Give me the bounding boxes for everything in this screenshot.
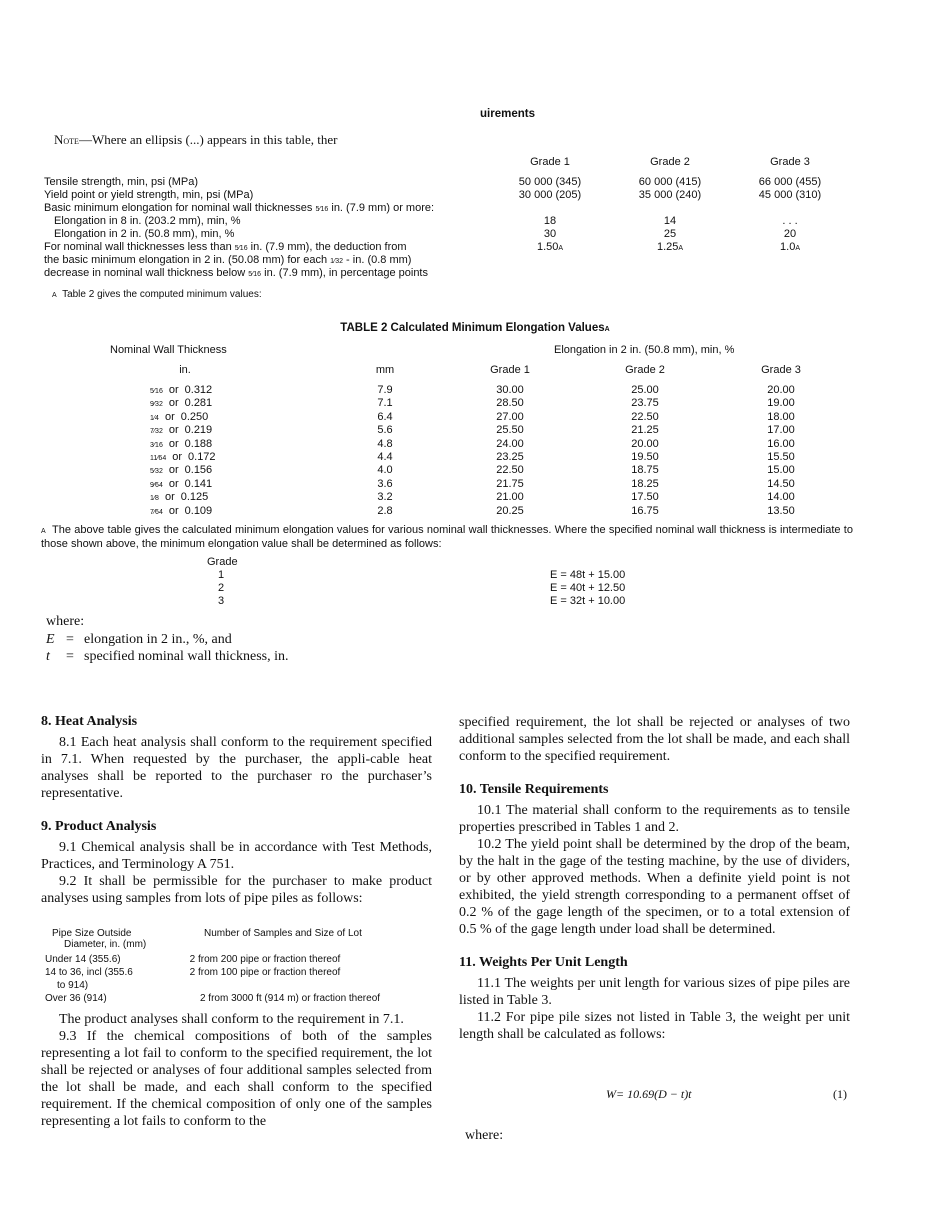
table1-cell: 30 — [543, 228, 557, 240]
table2-cell-g2: 17.50 — [631, 491, 659, 504]
table2-header-in: in. — [179, 364, 191, 376]
table2-fraction: 1⁄4 — [150, 414, 159, 422]
table1-row-label: Basic minimum elongation for nominal wall thicknesses 5⁄16 in. (7.9 mm) or more: — [44, 202, 435, 214]
table2-inch-value: 0.281 — [184, 397, 213, 410]
table2-cell-g3: 14.00 — [767, 491, 795, 504]
table2-inch-value: 0.188 — [184, 437, 213, 450]
left-column-lower — [41, 1011, 432, 1130]
table1-cell: 35 000 (240) — [638, 189, 702, 201]
table2-cell-mm: 4.0 — [377, 464, 393, 477]
table2-fraction: 5⁄32 — [150, 468, 163, 476]
section-11-heading: 11. Weights Per Unit Length — [459, 955, 628, 970]
table2-fraction: 5⁄16 — [150, 388, 163, 395]
table2-cell-g3: 16.00 — [767, 437, 795, 450]
table2-cell-g2: 21.25 — [631, 424, 659, 437]
table2-cell-in — [150, 384, 212, 398]
pt-header-samples: Number of Samples and Size of Lot — [204, 928, 362, 939]
table1-title: uirements — [480, 108, 535, 120]
table2-cell-mm: 7.9 — [377, 384, 393, 396]
table2-or: or — [168, 464, 179, 477]
table2-or: or — [172, 451, 183, 463]
right-where-label: where: — [465, 1128, 504, 1143]
section-8-heading: 8. Heat Analysis — [41, 714, 138, 729]
table2-inch-value: 0.219 — [184, 424, 213, 437]
para-11-1: 11.1 The weights per unit length for various sizes of pipe piles are listed in Table 3. — [459, 976, 850, 1008]
table2-cell-g3: 18.00 — [767, 410, 795, 423]
def-equals: = — [66, 649, 74, 664]
table2-cell-in — [150, 424, 212, 438]
table2-cell-mm: 7.1 — [377, 397, 393, 410]
table2-inch-value: 0.312 — [184, 384, 213, 396]
pt-samples: 2 from 200 pipe or fraction thereof — [189, 954, 341, 965]
formula-grade: 2 — [218, 582, 225, 594]
table2-cell-mm: 5.6 — [377, 424, 393, 437]
table2-or: or — [168, 384, 179, 396]
table2-inch-value: 0.125 — [180, 491, 209, 504]
formula-equation: E = 40t + 12.50 — [550, 582, 626, 594]
table1-row-label: Yield point or yield strength, min, psi (MPa) — [44, 189, 254, 201]
def-symbol: t — [46, 649, 50, 664]
section-10-heading: 10. Tensile Requirements — [459, 782, 609, 797]
table1-footnote: A Table 2 gives the computed minimum values: — [52, 289, 262, 300]
formula-grade: 1 — [218, 569, 225, 581]
para-9-3-cont: specified requirement, the lot shall be rejected or analyses of two additional samples selected from the lot shall be made, and each shall conform to the specified requirement. — [459, 715, 850, 764]
table1-note: NOTE—Where an ellipsis (...) appears in this table, ther — [54, 132, 338, 147]
table2-cell-g1: 30.00 — [496, 384, 524, 396]
formula-equation: E = 48t + 15.00 — [550, 569, 626, 581]
def-text: elongation in 2 in., %, and — [84, 632, 232, 647]
formula-equation: E = 32t + 10.00 — [550, 595, 626, 607]
table2-group-left: Nominal Wall Thickness — [110, 344, 227, 356]
table2-cell-mm: 6.4 — [377, 410, 393, 423]
table2-inch-value: 0.141 — [184, 477, 213, 490]
table2-cell-g3: 15.50 — [767, 451, 795, 463]
table2-cell-g1: 22.50 — [496, 464, 524, 477]
table2-cell-g2: 22.50 — [631, 410, 659, 423]
table2-or: or — [168, 504, 179, 517]
table1-cell: 1.50A — [536, 241, 564, 253]
table1-cell: 45 000 (310) — [758, 189, 822, 201]
table2-fraction: 1⁄8 — [150, 495, 159, 503]
table1-row-label: Elongation in 2 in. (50.8 mm), min, % — [54, 228, 235, 240]
left-column — [41, 714, 432, 907]
table2-cell-g3: 17.00 — [767, 424, 795, 437]
pt-header-size: Pipe Size Outside Diameter, in. (mm) — [52, 928, 147, 950]
pt-samples: 2 from 3000 ft (914 m) or fraction thereof — [199, 993, 381, 1004]
pt-size-cont: to 914) — [57, 980, 89, 991]
where-label: where: — [46, 614, 85, 629]
table2-cell-g1: 27.00 — [496, 410, 524, 423]
table2-fraction: 7⁄32 — [150, 428, 163, 436]
def-equals: = — [66, 632, 74, 647]
table2-header-grade1: Grade 1 — [490, 364, 530, 376]
para-10-2: 10.2 The yield point shall be determined by the drop of the beam, by the halt in the gage of the testing machine, by the use of dividers, or by other approved methods. When a definite yield point is not exhibited, the yield strength corresponding to a permanent offset of 0.2 % of the gage length of the specimen, or to a total extension of 0.5 % of the gage length under load shall be determined. — [459, 837, 850, 937]
table2-cell-g1: 23.25 — [496, 451, 524, 463]
formula-grade: 3 — [218, 595, 225, 607]
para-9-1: 9.1 Chemical analysis shall be in accordance with Test Methods, Practices, and Terminology A 751. — [41, 840, 432, 872]
table2-cell-g3: 13.50 — [767, 504, 795, 517]
para-8-1: 8.1 Each heat analysis shall conform to the requirement specified in 7.1. When requested by the purchaser, the appli-cable heat analyses shall be reported to the purchaser ro the purchaser’s representative. — [41, 735, 432, 801]
table1-cell: 18 — [543, 215, 557, 227]
table2-cell-g1: 21.00 — [496, 491, 524, 504]
pt-size: 14 to 36, incl (355.6 — [45, 967, 133, 978]
table2-cell-g3: 20.00 — [767, 384, 795, 396]
table1-cell: 1.25A — [656, 241, 684, 253]
table2-title: TABLE 2 Calculated Minimum Elongation ValuesA — [340, 322, 610, 334]
table2-cell-mm: 3.2 — [377, 491, 393, 504]
section-9-heading: 9. Product Analysis — [41, 819, 157, 834]
table2-or: or — [168, 477, 179, 490]
def-symbol: E — [46, 632, 55, 647]
table2-cell-in — [150, 491, 208, 505]
table1-row-label: Tensile strength, min, psi (MPa) — [44, 176, 199, 188]
equation-number: (1) — [833, 1087, 847, 1101]
table2-cell-g2: 18.25 — [631, 477, 659, 490]
para-9-3: 9.3 If the chemical compositions of both of the samples representing a lot fail to conform to the specified requirement, the lot shall be rejected or analyses of four additional samples selected from the lot shall be made, and each shall conform to the specified requirement. If the chemical composition of only one of the samples representing a lot fails to conform to the — [41, 1029, 432, 1129]
table2-cell-g1: 21.75 — [496, 477, 524, 490]
table2-cell-mm: 2.8 — [377, 504, 393, 517]
table2-cell-g2: 23.75 — [631, 397, 659, 410]
table1-cell: 14 — [663, 215, 677, 227]
table2-cell-g1: 28.50 — [496, 397, 524, 410]
table1-header-grade3: Grade 3 — [770, 156, 810, 168]
table2-cell-in — [150, 438, 212, 452]
table2-inch-value: 0.172 — [188, 451, 216, 463]
table1-header-grade2: Grade 2 — [650, 156, 690, 168]
table2-fraction: 9⁄32 — [150, 401, 163, 409]
table1-cell: 30 000 (205) — [518, 189, 582, 201]
table2-or: or — [168, 437, 179, 450]
para-11-2: 11.2 For pipe pile sizes not listed in Table 3, the weight per unit length shall be calculated as follows: — [459, 1010, 850, 1042]
table2-cell-g3: 15.00 — [767, 464, 795, 477]
equation-1: W= 10.69(D − t)t — [606, 1087, 692, 1101]
right-column — [459, 714, 850, 1043]
pt-samples: 2 from 100 pipe or fraction thereof — [189, 967, 341, 978]
table2-inch-value: 0.109 — [184, 504, 213, 517]
pt-size: Under 14 (355.6) — [45, 954, 121, 965]
table1-cell: . . . — [782, 215, 798, 227]
table2-header-grade2: Grade 2 — [625, 364, 665, 376]
table2-cell-g3: 14.50 — [767, 477, 795, 490]
table2-header-grade3: Grade 3 — [761, 364, 801, 376]
pt-size: Over 36 (914) — [45, 993, 107, 1004]
table2-header-mm: mm — [375, 364, 395, 376]
table2-cell-g2: 25.00 — [631, 384, 659, 396]
table2-cell-g2: 20.00 — [631, 437, 659, 450]
table2-cell-g2: 16.75 — [631, 504, 659, 517]
table2-cell-in — [150, 478, 212, 492]
table2-or: or — [164, 410, 175, 423]
table1-cell: 25 — [663, 228, 677, 240]
table1-header-grade1: Grade 1 — [530, 156, 570, 168]
formula-grade-header: Grade — [207, 556, 238, 568]
table1-cell: 20 — [783, 228, 797, 240]
table2-cell-in — [150, 411, 208, 425]
table2-inch-value: 0.156 — [184, 464, 213, 477]
table2-cell-mm: 4.4 — [377, 451, 393, 463]
para-10-1: 10.1 The material shall conform to the requirements as to tensile properties prescribed in Tables 1 and 2. — [459, 803, 850, 835]
table2-cell-g1: 25.50 — [496, 424, 524, 437]
table2-cell-in — [150, 464, 212, 478]
table2-cell-in — [150, 505, 212, 519]
table2-fraction: 9⁄64 — [150, 481, 163, 489]
table2-or: or — [168, 397, 179, 410]
table2-cell-g2: 19.50 — [631, 451, 659, 463]
table2-cell-in — [150, 397, 212, 411]
para-9-2: 9.2 It shall be permissible for the purchaser to make product analyses using samples from lots of pipe piles as follows: — [41, 874, 432, 906]
table2-cell-g2: 18.75 — [631, 464, 659, 477]
para-9-2-cont: The product analyses shall conform to the requirement in 7.1. — [59, 1012, 404, 1027]
table2-footnote: A The above table gives the calculated minimum elongation values for various nominal wall thicknesses. Where the specified nominal wall thickness is intermediate to those shown above, the minimum elongation value shall be determined as follows: — [41, 524, 853, 550]
table2-group-right: Elongation in 2 in. (50.8 mm), min, % — [554, 344, 735, 356]
def-text: specified nominal wall thickness, in. — [84, 649, 289, 664]
table2-fraction: 7⁄64 — [150, 508, 163, 516]
table2-fraction: 3⁄16 — [150, 441, 163, 449]
table1-row-label: decrease in nominal wall thickness below 5⁄16 in. (7.9 mm), in percentage points — [44, 267, 428, 279]
table1-row-label: For nominal wall thicknesses less than 5⁄16 in. (7.9 mm), the deduction from — [44, 241, 407, 253]
table2-cell-g3: 19.00 — [767, 397, 795, 410]
table1-cell: 50 000 (345) — [518, 176, 582, 188]
table2-inch-value: 0.250 — [180, 410, 209, 423]
table2-or: or — [168, 424, 179, 437]
table2-cell-g1: 24.00 — [496, 437, 524, 450]
table1-cell: 66 000 (455) — [758, 176, 822, 188]
table2-or: or — [164, 491, 175, 504]
table1-cell: 60 000 (415) — [638, 176, 702, 188]
table1-row-label: Elongation in 8 in. (203.2 mm), min, % — [54, 215, 241, 227]
table2-fraction: 11⁄64 — [150, 455, 167, 462]
table2-cell-g1: 20.25 — [496, 504, 524, 517]
table1-cell: 1.0A — [780, 241, 800, 253]
table1-row-label: the basic minimum elongation in 2 in. (50.08 mm) for each 1⁄32 - in. (0.8 mm) — [44, 254, 412, 266]
table2-cell-mm: 4.8 — [377, 437, 393, 450]
table2-cell-in — [150, 451, 216, 465]
table2-cell-mm: 3.6 — [377, 477, 393, 490]
